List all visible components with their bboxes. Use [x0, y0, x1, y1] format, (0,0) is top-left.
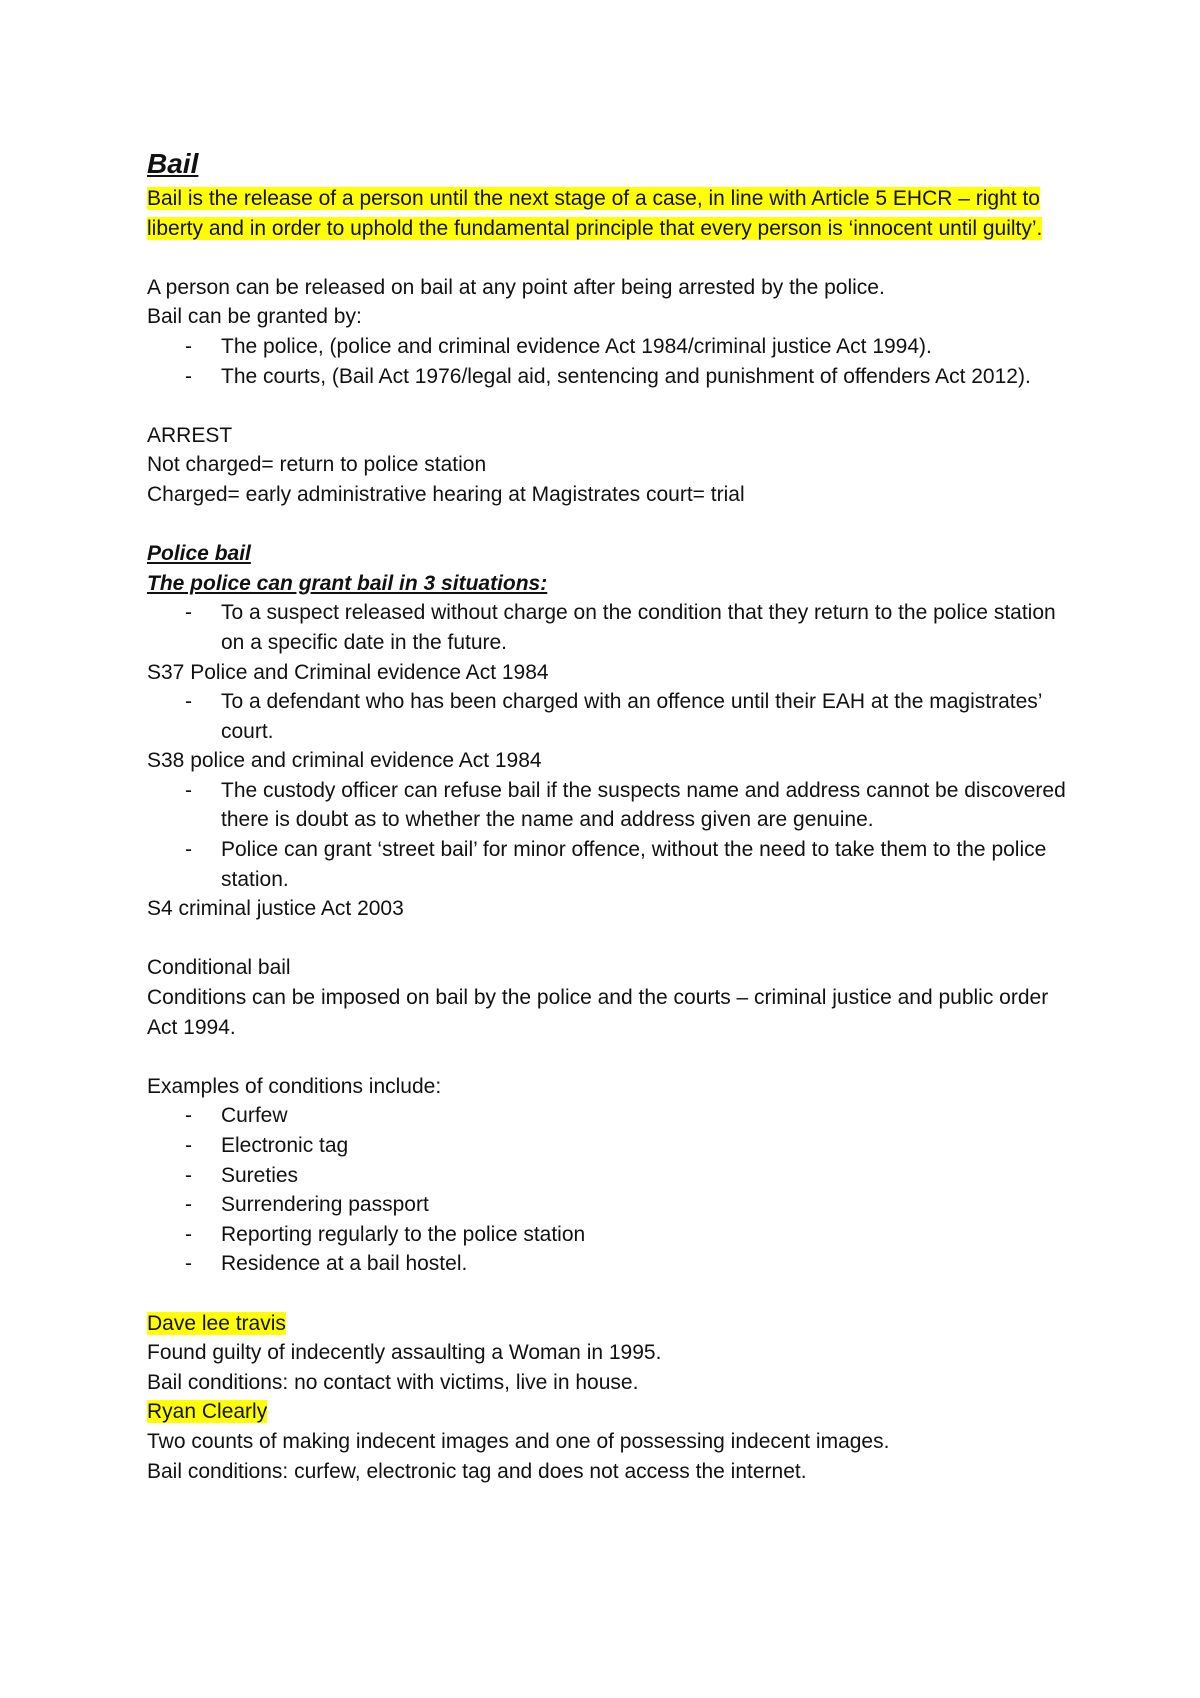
- police-bail-heading: Police bail: [147, 542, 251, 566]
- police-bail-list-1: [147, 598, 1077, 657]
- list-item: - The police, (police and criminal evidence Act 1984/criminal justice Act 1994).: [147, 332, 1077, 362]
- list-item: - Surrendering passport: [147, 1190, 1077, 1220]
- statute-ref: S37 Police and Criminal evidence Act 1984: [147, 660, 549, 684]
- intro-highlight: Bail is the release of a person until the next stage of a case, in line with Article 5 EHCR – right to liberty and in order to uphold the fundamental principle that every person is ‘innocent until guilty’.: [147, 187, 1043, 240]
- conditions-list: [147, 1101, 1077, 1279]
- granted-by-list: [147, 332, 1077, 391]
- case-1-line-2: Bail conditions: no contact with victims, live in house.: [147, 1370, 639, 1394]
- list-item: - Police can grant ‘street bail’ for minor offence, without the need to take them to the police station.: [147, 835, 1077, 894]
- list-item: - Reporting regularly to the police station: [147, 1220, 1077, 1250]
- examples-lead: Examples of conditions include:: [147, 1074, 442, 1098]
- granted-by-lead: Bail can be granted by:: [147, 305, 362, 329]
- list-item: - The custody officer can refuse bail if the suspects name and address cannot be discovered there is doubt as to whether the name and address given are genuine.: [147, 776, 1077, 835]
- conditional-text: Conditions can be imposed on bail by the police and the courts – criminal justice and public order Act 1994.: [147, 986, 1049, 1039]
- release-paragraph: A person can be released on bail at any point after being arrested by the police.: [147, 275, 885, 299]
- arrest-heading: ARREST: [147, 423, 233, 447]
- case-1-line-1: Found guilty of indecently assaulting a Woman in 1995.: [147, 1341, 662, 1365]
- case-2-name-highlight: Ryan Clearly: [147, 1400, 268, 1424]
- intro-paragraph: [147, 184, 1077, 243]
- police-bail-subheading: The police can grant bail in 3 situations:: [147, 571, 548, 595]
- police-bail-list-2: [147, 687, 1077, 746]
- list-item: - To a defendant who has been charged with an offence until their EAH at the magistrates’ court.: [147, 687, 1077, 746]
- case-1-name: [147, 1309, 1077, 1339]
- case-2-name: [147, 1397, 1077, 1427]
- statute-ref: S4 criminal justice Act 2003: [147, 897, 404, 921]
- list-item: - Residence at a bail hostel.: [147, 1249, 1077, 1279]
- case-2-line-1: Two counts of making indecent images and one of possessing indecent images.: [147, 1429, 890, 1453]
- document-page: [147, 144, 1077, 1486]
- case-1-name-highlight: Dave lee travis: [147, 1311, 286, 1335]
- list-item: - Curfew: [147, 1101, 1077, 1131]
- police-bail-list-3: [147, 776, 1077, 894]
- arrest-not-charged: Not charged= return to police station: [147, 453, 487, 477]
- case-2-line-2: Bail conditions: curfew, electronic tag and does not access the internet.: [147, 1459, 807, 1483]
- arrest-charged: Charged= early administrative hearing at Magistrates court= trial: [147, 482, 745, 506]
- conditional-heading: Conditional bail: [147, 956, 291, 980]
- page-title: Bail: [147, 148, 199, 179]
- list-item: - To a suspect released without charge on the condition that they return to the police station on a specific date in the future.: [147, 598, 1077, 657]
- statute-ref: S38 police and criminal evidence Act 1984: [147, 749, 542, 773]
- list-item: - Electronic tag: [147, 1131, 1077, 1161]
- list-item: - Sureties: [147, 1161, 1077, 1191]
- list-item: - The courts, (Bail Act 1976/legal aid, sentencing and punishment of offenders Act 2012).: [147, 362, 1077, 392]
